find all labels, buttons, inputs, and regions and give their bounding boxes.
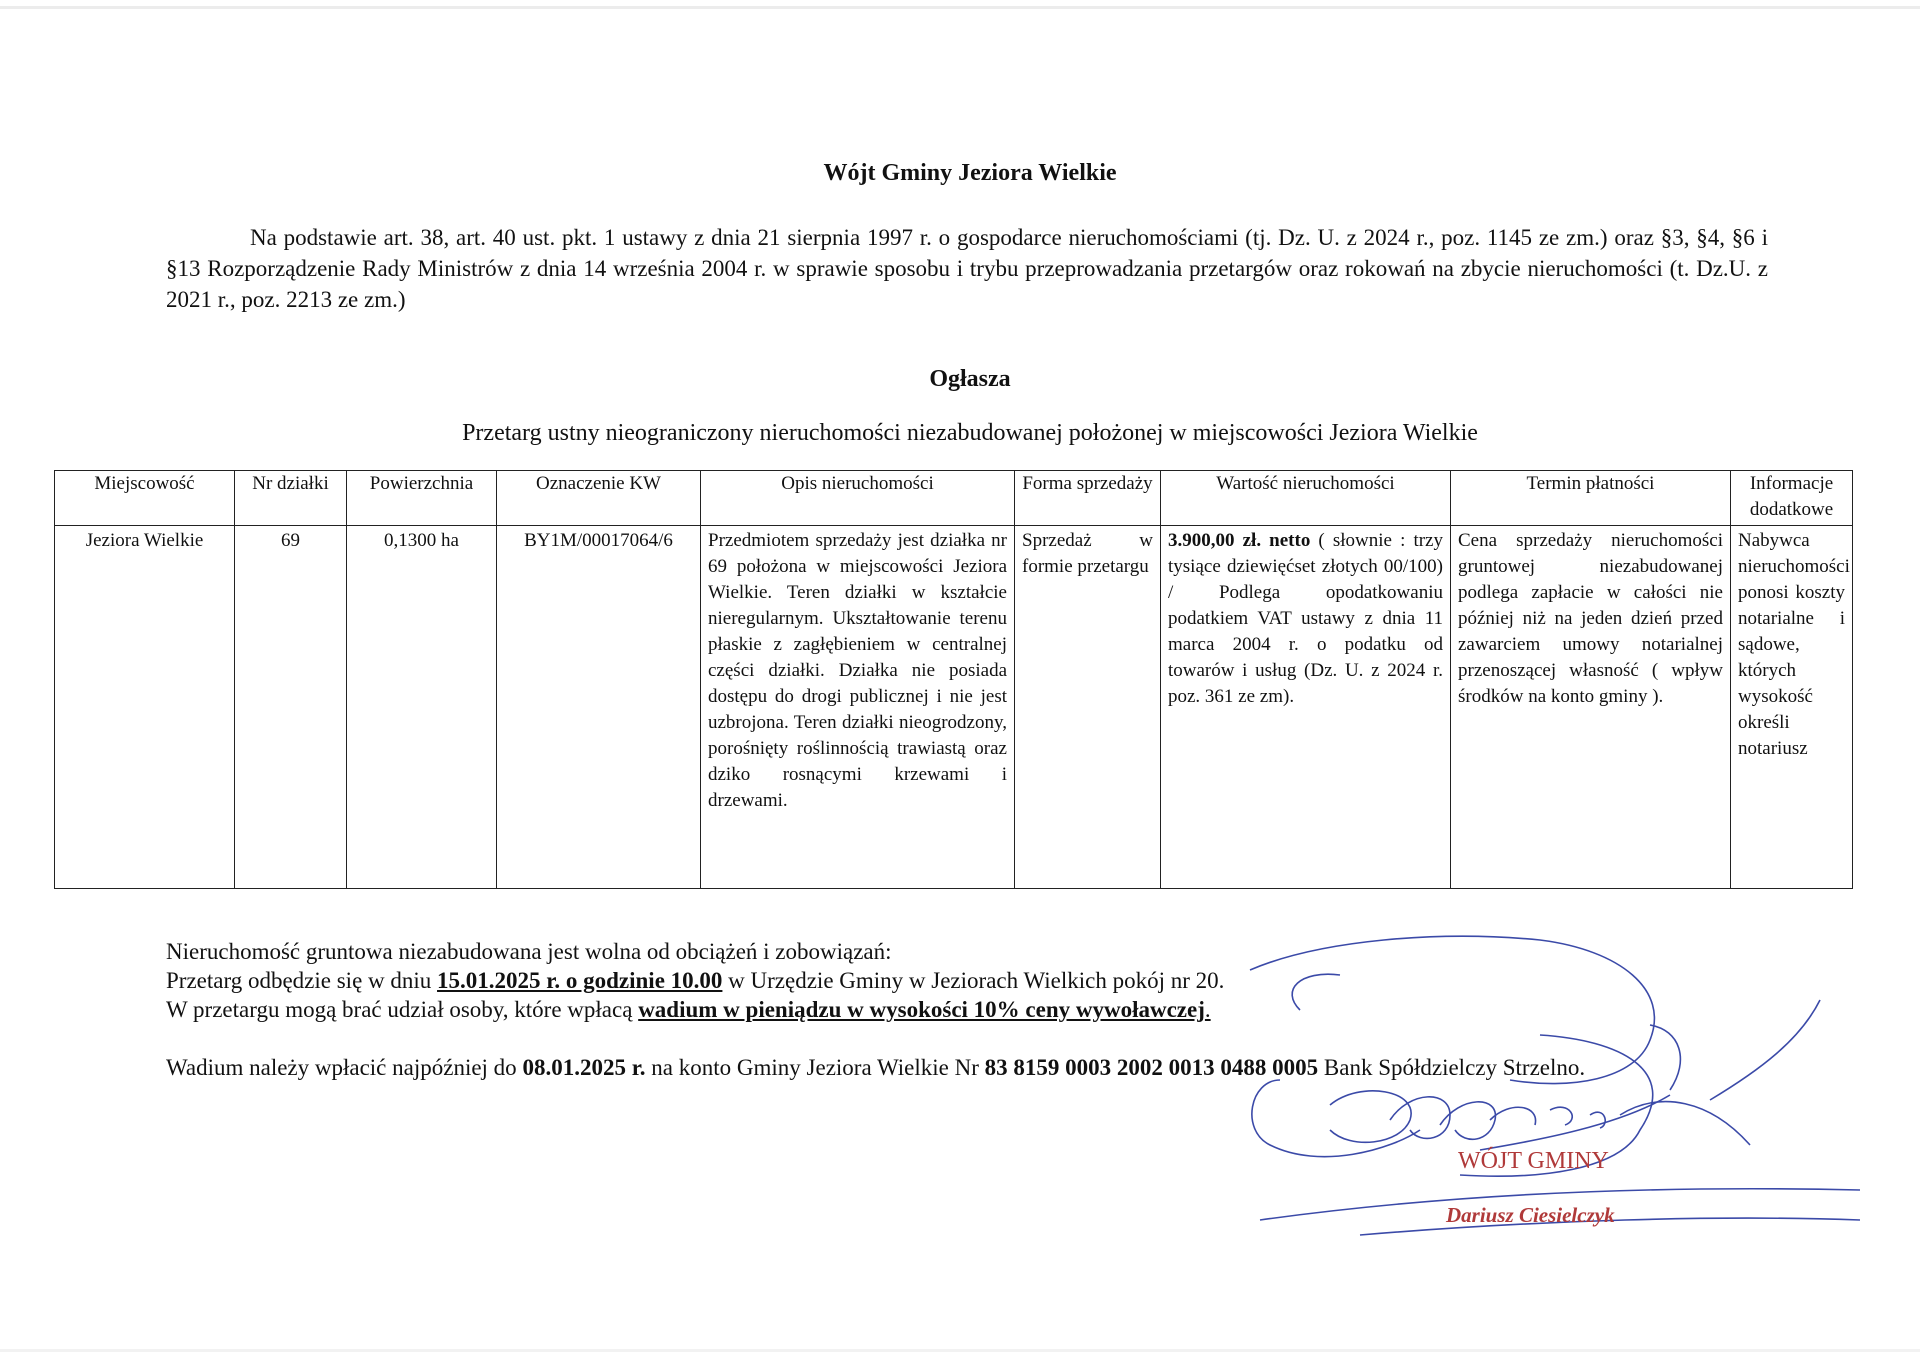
property-table: [54, 470, 1853, 889]
date-suffix: w Urzędzie Gminy w Jeziorach Wielkich pokój nr 20.: [722, 968, 1225, 993]
header-termin: Termin płatności: [1451, 471, 1731, 526]
header-wartosc: Wartość nieruchomości: [1161, 471, 1451, 526]
bank-account-number: 83 8159 0003 2002 0013 0488 0005: [984, 1055, 1319, 1080]
cell-forma: Sprzedaż w formie przetargu: [1015, 526, 1161, 889]
cell-powierzchnia: 0,1300 ha: [347, 526, 497, 889]
cell-informacje: Nabywca nieruchomości ponosi koszty notarialne i sądowe, których wysokość określi notariusz: [1731, 526, 1853, 889]
stamp-title: WÓJT GMINY: [1458, 1148, 1609, 1174]
auction-date: 15.01.2025 r. o godzinie 10.00: [437, 968, 723, 993]
header-miejscowosc: Miejscowość: [55, 471, 235, 526]
header-nr-dzialki: Nr działki: [235, 471, 347, 526]
table-header-row: [55, 471, 1853, 526]
header-forma: Forma sprzedaży: [1015, 471, 1161, 526]
cell-miejscowosc: Jeziora Wielkie: [55, 526, 235, 889]
document-title: Wójt Gminy Jeziora Wielkie: [823, 160, 1117, 186]
deposit-suffix: .: [1204, 997, 1211, 1022]
account-middle: na konto Gminy Jeziora Wielkie Nr: [645, 1055, 985, 1080]
deposit-deadline: 08.01.2025 r.: [522, 1055, 646, 1080]
account-prefix: Wadium należy wpłacić najpóźniej do: [166, 1055, 523, 1080]
wartosc-details: ( słownie : trzy tysiące dziewięćset złotych 00/100) / Podlega opodatkowaniu podatkiem VAT ustawy z dnia 11 marca 2004 r. o podatku od towarów i usług (Dz. U. z 2024 r. poz. 361 ze zm).: [1168, 530, 1443, 707]
wartosc-amount: 3.900,00 zł. netto: [1168, 530, 1311, 551]
footer-line-encumbrance: Nieruchomość gruntowa niezabudowana jest wolna od obciążeń i zobowiązań:: [166, 939, 892, 964]
scan-edge-bottom: [0, 1349, 1920, 1352]
header-informacje: Informacje dodatkowe: [1731, 471, 1853, 526]
deposit-condition: wadium w pieniądzu w wysokości 10% ceny wywoławczej: [638, 997, 1205, 1022]
stamp-name: Dariusz Ciesielczyk: [1446, 1203, 1615, 1227]
date-prefix: Przetarg odbędzie się w dniu: [166, 968, 438, 993]
cell-kw: BY1M/00017064/6: [497, 526, 701, 889]
account-suffix: Bank Spółdzielczy Strzelno.: [1318, 1055, 1586, 1080]
header-opis: Opis nieruchomości: [701, 471, 1015, 526]
announcement-heading: Ogłasza: [929, 366, 1011, 392]
signature-flourish: [1250, 936, 1860, 1235]
cell-termin: Cena sprzedaży nieruchomości gruntowej niezabudowanej podlega zapłacie w całości nie później niż na jeden dzień przed zawarciem umowy notarialnej przenoszącej własność ( wpływ środków na konto gminy ).: [1451, 526, 1731, 889]
deposit-prefix: W przetargu mogą brać udział osoby, które wpłacą: [166, 997, 639, 1022]
tender-subtitle: Przetarg ustny nieograniczony nieruchomości niezabudowanej położonej w miejscowości Jeziora Wielkie: [462, 420, 1478, 446]
header-oznaczenie-kw: Oznaczenie KW: [497, 471, 701, 526]
legal-basis-paragraph: Na podstawie art. 38, art. 40 ust. pkt. 1 ustawy z dnia 21 sierpnia 1997 r. o gospodarce nieruchomościami (tj. Dz. U. z 2024 r., poz. 1145 ze zm.) oraz §3, §4, §6 i §13 Rozporządzenie Rady Ministrów z dnia 14 września 2004 r. w sprawie sposobu i trybu przeprowadzania przetargów oraz rokowań na zbycie nieruchomości (t. Dz.U. z 2021 r., poz. 2213 ze zm.): [166, 225, 1768, 312]
table-row: [55, 526, 1853, 889]
scan-edge-top: [0, 6, 1920, 9]
cell-opis: Przedmiotem sprzedaży jest działka nr 69 położona w miejscowości Jeziora Wielkie. Teren działki w kształcie nieregularnym. Ukształtowanie terenu płaskie z zagłębieniem w centralnej części działki. Działka nie posiada dostępu do drogi publicznej i nie jest uzbrojona. Teren działki nieogrodzony, porośnięty roślinnością trawiastą oraz dziko rosnącymi krzewami i drzewami.: [701, 526, 1015, 889]
signature-stamp: [1240, 930, 1880, 1290]
header-powierzchnia: Powierzchnia: [347, 471, 497, 526]
cell-wartosc: [1161, 526, 1451, 889]
cell-nr-dzialki: 69: [235, 526, 347, 889]
